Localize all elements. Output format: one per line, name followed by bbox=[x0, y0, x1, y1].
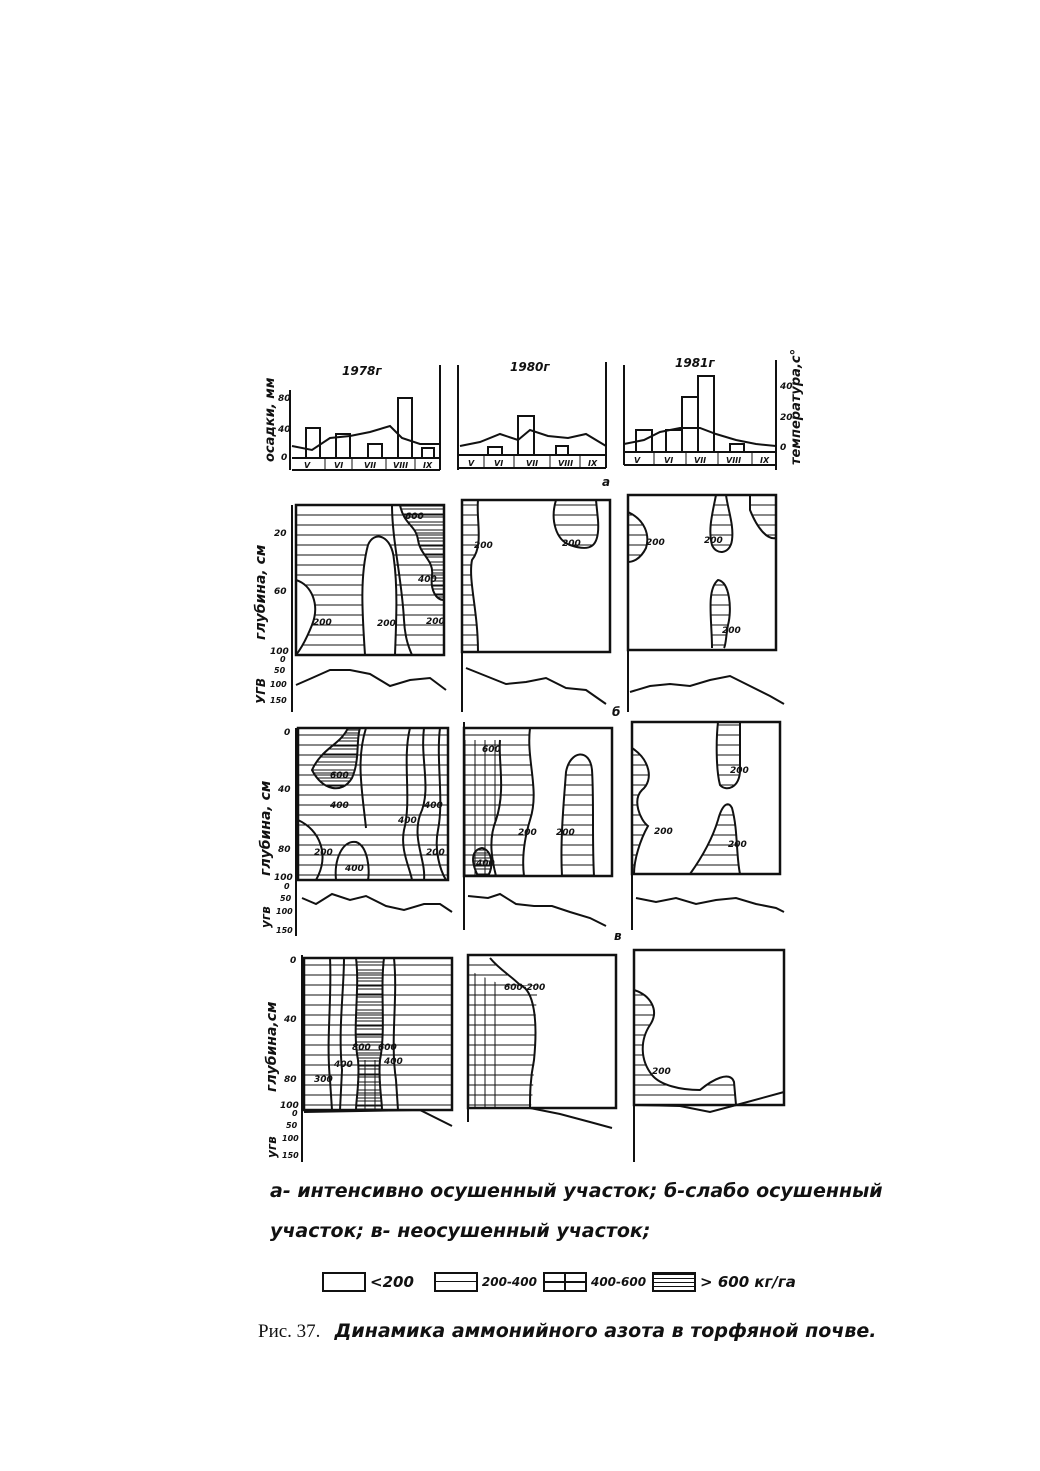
contour-label: 200 bbox=[426, 848, 445, 858]
ugv-tick: 100 bbox=[282, 1134, 299, 1143]
ugv-line bbox=[472, 1108, 612, 1128]
contour-label: 300 bbox=[314, 1075, 333, 1085]
temp-tick-20: 20 bbox=[780, 413, 793, 423]
month-label: IX bbox=[760, 456, 770, 465]
contour-panel-g-1980 bbox=[468, 955, 616, 1128]
precip-bar bbox=[398, 398, 412, 458]
ugv-tick: 150 bbox=[270, 696, 287, 705]
temp-tick-0: 0 bbox=[780, 443, 787, 453]
ugv-tick: 150 bbox=[276, 926, 293, 935]
contour-label: 600 bbox=[405, 512, 424, 522]
temperature-line bbox=[292, 426, 440, 450]
contour-label: 200 bbox=[652, 1067, 671, 1077]
ugv-tick: 0 bbox=[280, 655, 286, 664]
contour-label: 400 bbox=[384, 1057, 403, 1067]
precip-bar bbox=[698, 376, 714, 452]
contour-label: 200 bbox=[556, 828, 575, 838]
climate-panel-1981 bbox=[624, 365, 776, 465]
legend-item-400-600 bbox=[543, 1272, 646, 1292]
temp-tick-40: 40 bbox=[780, 382, 793, 392]
contour-panel-g-1978 bbox=[304, 958, 452, 1126]
precip-axis-label: осадки, мм bbox=[263, 377, 278, 462]
ugv-line bbox=[302, 894, 452, 912]
ugv-tick: 0 bbox=[292, 1109, 298, 1118]
precip-bar bbox=[730, 444, 744, 452]
precip-bar bbox=[488, 447, 502, 455]
precip-bar bbox=[556, 446, 568, 455]
contour-label: 600 bbox=[330, 771, 349, 781]
climate-panel-1980 bbox=[458, 362, 606, 470]
legend-swatch-double-horizontal bbox=[652, 1272, 696, 1292]
month-label: VIII bbox=[558, 459, 574, 468]
depth-tick: 0 bbox=[290, 956, 297, 966]
precip-bar bbox=[518, 416, 534, 455]
contour-label: 200 bbox=[704, 536, 723, 546]
legend-label: > 600 кг/га bbox=[700, 1273, 796, 1291]
contour-panel-g-1981 bbox=[634, 950, 784, 1162]
month-label: VIII bbox=[726, 456, 742, 465]
legend-item-lt200 bbox=[322, 1272, 414, 1292]
ugv-tick: 50 bbox=[286, 1121, 298, 1130]
row-b-weakly-drained bbox=[253, 495, 784, 719]
depth-tick: 80 bbox=[284, 1075, 297, 1085]
month-label: VII bbox=[694, 456, 707, 465]
contour-label: 200 bbox=[314, 848, 333, 858]
precip-bar bbox=[306, 428, 320, 458]
figure-caption bbox=[258, 1320, 876, 1343]
contour-label: 400 bbox=[345, 864, 364, 874]
figure-title: Динамика аммонийного азота в торфяной почве. bbox=[334, 1320, 877, 1342]
contour-label: 200 bbox=[474, 541, 493, 551]
month-label: IX bbox=[588, 459, 598, 468]
contour-label: 800 bbox=[352, 1043, 371, 1053]
ugv-tick: 100 bbox=[276, 907, 293, 916]
contour-panel-b-1981 bbox=[628, 495, 784, 712]
depth-axis-label: глубина, см bbox=[253, 544, 269, 640]
depth-tick: 100 bbox=[270, 647, 289, 657]
contour-panel-v-1978 bbox=[298, 728, 452, 912]
month-label: VII bbox=[364, 461, 377, 470]
temp-axis-label: температура,с° bbox=[789, 348, 804, 465]
contour-label: 200 bbox=[313, 618, 332, 628]
contour-label: 400 bbox=[334, 1060, 353, 1070]
precip-bar bbox=[666, 430, 682, 452]
contour-label: 200 bbox=[562, 539, 581, 549]
ugv-line bbox=[468, 894, 606, 926]
legend-swatch-horizontal bbox=[434, 1272, 478, 1292]
contour-label: 200 bbox=[654, 827, 673, 837]
month-label: V bbox=[304, 461, 311, 470]
ugv-line bbox=[296, 670, 446, 690]
precip-tick-80: 80 bbox=[278, 394, 291, 404]
month-label: VII bbox=[526, 459, 539, 468]
month-label: V bbox=[468, 459, 475, 468]
ugv-axis-label: УГВ bbox=[254, 677, 268, 704]
precip-tick-0: 0 bbox=[281, 453, 288, 463]
precip-bar bbox=[422, 448, 434, 458]
ugv-line bbox=[466, 668, 606, 704]
ugv-tick: 100 bbox=[270, 680, 287, 689]
contour-label: 600 bbox=[482, 745, 501, 755]
legend-label: 200-400 bbox=[481, 1275, 537, 1289]
contour-label: 600-200 bbox=[504, 983, 546, 993]
precip-tick-40: 40 bbox=[278, 425, 291, 435]
contour-label: 400 bbox=[476, 859, 495, 869]
contour-label: 200 bbox=[728, 840, 747, 850]
legend-label: 400-600 bbox=[590, 1275, 647, 1289]
month-label: VI bbox=[664, 456, 674, 465]
contour-label: 400 bbox=[398, 816, 417, 826]
legend bbox=[322, 1267, 802, 1297]
row-v-non-drained bbox=[258, 722, 784, 943]
month-label: VI bbox=[494, 459, 504, 468]
contour-label: 200 bbox=[722, 626, 741, 636]
contour-label: 400 bbox=[418, 575, 437, 585]
contour-label: 200 bbox=[426, 617, 445, 627]
contour-label: 200 bbox=[377, 619, 396, 629]
precip-bar bbox=[368, 444, 382, 458]
ugv-line bbox=[304, 1110, 452, 1126]
figure-number: Рис. 37. bbox=[258, 1321, 321, 1342]
depth-tick: 100 bbox=[274, 873, 293, 883]
depth-axis-label: глубина, см bbox=[258, 780, 274, 876]
depth-tick: 40 bbox=[284, 1015, 297, 1025]
ugv-tick: 0 bbox=[284, 882, 290, 891]
legend-item-200-400 bbox=[434, 1272, 537, 1292]
depth-axis-label: глубина,см bbox=[264, 1001, 280, 1092]
contour-label: 200 bbox=[518, 828, 537, 838]
ugv-axis-label: угв bbox=[265, 1136, 279, 1158]
panel-letter-a: а bbox=[602, 475, 611, 489]
caption-line-2: участок; в- неосушенный участок; bbox=[270, 1220, 651, 1242]
contour-panel-v-1981 bbox=[632, 722, 784, 930]
month-label: V bbox=[634, 456, 641, 465]
ugv-tick: 150 bbox=[282, 1151, 299, 1160]
contour-label: 400 bbox=[424, 801, 443, 811]
precip-bar bbox=[682, 397, 698, 452]
depth-tick: 0 bbox=[284, 728, 291, 738]
depth-tick: 100 bbox=[280, 1101, 299, 1111]
row-g-contours bbox=[264, 950, 784, 1162]
ugv-line bbox=[636, 898, 784, 912]
ugv-axis-label: угв bbox=[259, 906, 273, 928]
panel-letter-b: б bbox=[612, 705, 621, 719]
contour-label: 200 bbox=[646, 538, 665, 548]
legend-label: <200 bbox=[370, 1273, 414, 1291]
month-label: VIII bbox=[393, 461, 409, 470]
depth-tick: 80 bbox=[278, 845, 291, 855]
year-label-1980: 1980г bbox=[510, 360, 550, 374]
depth-tick: 20 bbox=[274, 529, 287, 539]
contour-panel-b-1980 bbox=[462, 500, 620, 719]
row-a-climate bbox=[263, 349, 804, 489]
legend-swatch-grid bbox=[543, 1272, 587, 1292]
ugv-line bbox=[630, 676, 784, 704]
contour-label: 200 bbox=[730, 766, 749, 776]
legend-item-gt600 bbox=[652, 1272, 796, 1292]
year-label-1981: 1981г bbox=[675, 356, 715, 370]
depth-tick: 40 bbox=[278, 785, 291, 795]
depth-tick: 60 bbox=[274, 587, 287, 597]
panel-letter-v: в bbox=[614, 929, 622, 943]
month-label: IX bbox=[423, 461, 433, 470]
contour-label: 400 bbox=[330, 801, 349, 811]
climate-panel-1978 bbox=[292, 365, 440, 470]
ugv-tick: 50 bbox=[280, 894, 292, 903]
contour-panel-v-1980 bbox=[464, 722, 622, 943]
ugv-tick: 50 bbox=[274, 666, 286, 675]
contour-panel-b-1978 bbox=[296, 505, 446, 690]
caption-line-1: а- интенсивно осушенный участок; б-слабо осушенный bbox=[270, 1180, 883, 1202]
contour-label: 600 bbox=[378, 1043, 397, 1053]
legend-swatch-blank bbox=[322, 1272, 366, 1292]
year-label-1978: 1978г bbox=[342, 364, 382, 378]
month-label: VI bbox=[334, 461, 344, 470]
